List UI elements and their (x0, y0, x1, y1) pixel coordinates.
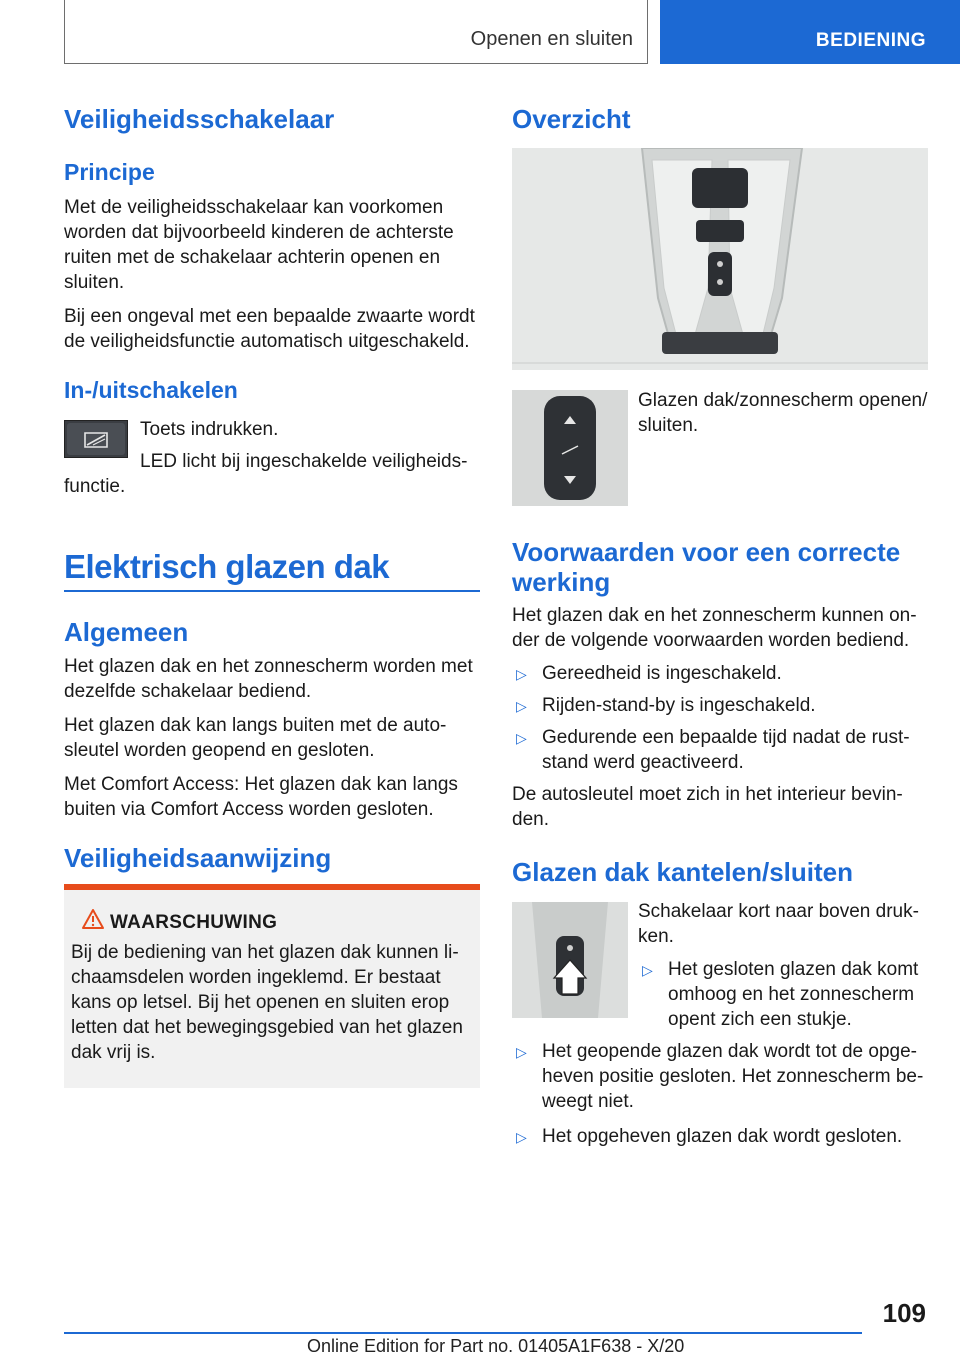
tilt-switch-illustration (512, 902, 628, 1018)
window-lock-icon (65, 421, 127, 457)
overhead-console-image (512, 148, 928, 370)
heading-veiligheidsaanwijzing: Veiligheidsaanwijzing (64, 843, 332, 873)
algemeen-paragraph-2: Het glazen dak kan langs buiten met de auto-sleutel worden geopend en gesloten. (64, 715, 447, 761)
bullet-triangle-icon: ▷ (516, 1044, 527, 1060)
heading-principe: Principe (64, 159, 155, 185)
heading-kantelen: Glazen dak kantelen/sluiten (512, 857, 853, 887)
header-chapter-tab (660, 0, 960, 64)
switch-caption: Glazen dak/zonnescherm openen/ sluiten. (638, 390, 928, 436)
heading-overzicht: Overzicht (512, 104, 631, 134)
list-item: ▷ Het opgeheven glazen dak wordt gesloten. (512, 1124, 928, 1149)
heading-veiligheidsschakelaar: Veiligheidsschakelaar (64, 104, 335, 134)
autosleutel-note: De autosleutel moet zich in het interieur bevin-den. (512, 784, 903, 830)
kantelen-list (512, 1039, 928, 1158)
algemeen-paragraph-1: Het glazen dak en het zonnescherm worden met dezelfde schakelaar bediend. (64, 656, 473, 702)
inuit-line-2b: functie. (64, 476, 126, 497)
warning-text: Bij de bediening van het glazen dak kunnen li-chaamsdelen worden ingeklemd. Er bestaat kans op letsel. Bij het openen en sluiten erop letten dat het bewegingsgebied van het glazen dak vrij is. (71, 942, 463, 1063)
safety-switch-image (64, 420, 128, 458)
inuit-line-2a: LED licht bij ingeschakelde veiligheids- (140, 451, 468, 472)
footer-rule (64, 1332, 862, 1334)
bullet-triangle-icon: ▷ (516, 730, 527, 746)
header-section-title: Openen en sluiten (470, 28, 633, 50)
roof-switch-illustration (512, 390, 628, 506)
bullet-triangle-icon: ▷ (642, 962, 653, 978)
list-item: ▷ Het gesloten glazen dak komt omhoog en het zonnescherm opent zich een stukje. (642, 959, 919, 1030)
tilt-switch-image (512, 902, 628, 1018)
warning-bar (64, 884, 480, 890)
overhead-console-illustration (512, 148, 928, 370)
heading-in-uitschakelen: In-/uitschakelen (64, 377, 238, 403)
warning-title: WAARSCHUWING (110, 912, 278, 933)
bullet-triangle-icon: ▷ (516, 666, 527, 682)
list-item: ▷ Het geopende glazen dak wordt tot de opge-heven positie gesloten. Het zonnescherm be-weegt niet. (516, 1041, 924, 1112)
header-chapter-title: BEDIENING (815, 30, 926, 51)
roof-switch-image (512, 390, 628, 506)
list-item: ▷ Gereedheid is ingeschakeld. (512, 661, 928, 686)
kantelen-sub-list (638, 957, 928, 1041)
voorwaarden-list (512, 661, 928, 784)
chapter-rule (64, 590, 480, 592)
list-item: ▷ Gedurende een bepaalde tijd nadat de rust-stand werd geactiveerd. (516, 727, 910, 773)
heading-algemeen: Algemeen (64, 617, 189, 647)
principe-paragraph-1: Met de veiligheidsschakelaar kan voorkomen worden dat bijvoorbeeld kinderen de achterste ruiten met de schakelaar achterin openen en sluiten. (64, 197, 454, 293)
page-number: 109 (882, 1298, 926, 1328)
warning-box (64, 884, 480, 1088)
bullet-triangle-icon: ▷ (516, 1129, 527, 1145)
principe-paragraph-2: Bij een ongeval met een bepaalde zwaarte wordt de veiligheidsfunctie automatisch uitgeschakeld. (64, 306, 475, 352)
header-section-box (64, 0, 648, 64)
voorwaarden-intro: Het glazen dak en het zonnescherm kunnen on-der de volgende voorwaarden worden bediend. (512, 605, 917, 651)
algemeen-text (64, 654, 480, 831)
chapter-title-glazen-dak: Elektrisch glazen dak (64, 548, 390, 585)
inuit-line-1: Toets indrukken. (140, 419, 279, 440)
heading-voorwaarden: Voorwaarden voor een correcte werking (512, 537, 901, 597)
principe-text (64, 195, 480, 363)
warning-triangle-icon (81, 908, 105, 930)
footer-edition: Online Edition for Part no. 01405A1F638 - X/20 (307, 1336, 685, 1356)
kantelen-intro: Schakelaar kort naar boven druk-ken. (638, 901, 919, 947)
list-item: ▷ Rijden-stand-by is ingeschakeld. (512, 693, 928, 718)
bullet-triangle-icon: ▷ (516, 698, 527, 714)
algemeen-paragraph-3: Met Comfort Access: Het glazen dak kan langs buiten via Comfort Access worden gesloten. (64, 774, 458, 820)
